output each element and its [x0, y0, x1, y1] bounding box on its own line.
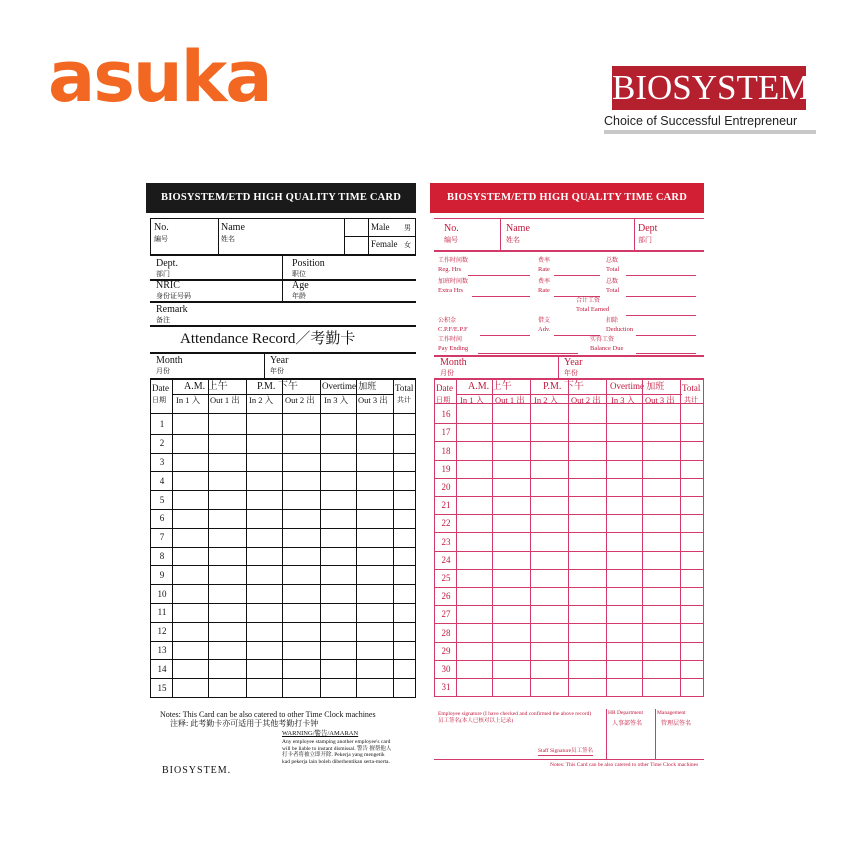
- notes-text-cn: 注释: 此考勤卡亦可适用于其他考勤打卡钟: [170, 719, 319, 728]
- grid-row-line: [150, 434, 416, 435]
- in2-header: In 2 入: [249, 395, 274, 405]
- biosystem-logo: [612, 66, 818, 110]
- rate2-cn: 费率: [538, 279, 551, 285]
- date-cell: 27: [441, 609, 451, 620]
- grid-column-line: [320, 378, 321, 697]
- date-cell: 30: [441, 663, 451, 674]
- extra-hrs-cn: 加班时间数: [438, 279, 469, 285]
- out3-header: Out 3 出: [358, 395, 388, 405]
- management-label-cn: 管理层签名: [661, 721, 692, 727]
- date-cell: 6: [159, 513, 165, 524]
- month-label-cn: 月份: [156, 367, 170, 375]
- remark-label: Remark: [156, 304, 188, 315]
- warning-text: Any employee stamping another employee's card will be liable to instant dismissal. 警告 擅帮他人打卡者将被立即开除. Pekerja yang mengetik kad pekerja lain boleh diberhentikan serta-merta.: [282, 739, 392, 765]
- date-cell: 8: [159, 551, 165, 561]
- biosystem-logo-text: BIOSYSTEM: [612, 68, 811, 107]
- grid-row-line: [434, 678, 704, 679]
- card-header: BIOSYSTEM/ETD HIGH QUALITY TIME CARD: [146, 183, 416, 213]
- age-label-cn: 年龄: [292, 292, 306, 300]
- date-cell: 9: [159, 569, 165, 580]
- grid-column-line: [415, 378, 416, 697]
- grid-row-line: [150, 622, 416, 623]
- deduction-label: Deduction: [606, 326, 634, 333]
- adv-label: Adv.: [538, 326, 551, 333]
- grid-row-line: [150, 528, 416, 529]
- dept-label-cn: 部门: [638, 236, 652, 244]
- extra-hrs-label: Extra Hrs: [438, 287, 464, 294]
- total-header-cn: 共计: [684, 396, 698, 404]
- grid-header-line: [150, 413, 416, 414]
- management-label: Management: [657, 710, 686, 716]
- date-cell: 10: [157, 588, 167, 599]
- position-label: Position: [292, 258, 325, 269]
- date-cell: 3: [159, 457, 165, 467]
- grid-column-line: [208, 378, 209, 697]
- grid-column-line: [642, 378, 643, 696]
- rate-cn: 费率: [538, 258, 551, 264]
- month-label: Month: [440, 357, 467, 368]
- nric-label: NRIC: [156, 280, 180, 291]
- dept-label: Dept: [638, 223, 658, 234]
- in3-header: In 3 入: [611, 395, 636, 405]
- grid-header-line: [434, 403, 704, 404]
- male-label-cn: 男: [404, 224, 411, 232]
- adv-cn: 借支: [538, 318, 551, 324]
- grid-row-line: [434, 696, 704, 697]
- grid-row-line: [434, 587, 704, 588]
- year-label-cn: 年份: [270, 367, 284, 375]
- grid-row-line: [434, 496, 704, 497]
- employee-signature-note-cn: 员工签名(本人已核对以上记录): [438, 718, 514, 724]
- no-label: No.: [444, 223, 459, 234]
- date-cell: 18: [441, 445, 451, 456]
- grid-row-line: [150, 565, 416, 566]
- date-cell: 29: [441, 645, 451, 656]
- rate2-label: Rate: [538, 287, 550, 294]
- grid-top-line: [434, 378, 704, 380]
- date-header-cn: 日期: [152, 396, 166, 404]
- total-header: Total: [682, 383, 701, 393]
- date-cell: 16: [441, 409, 451, 420]
- grid-row-line: [434, 642, 704, 643]
- date-cell: 12: [157, 626, 167, 637]
- date-cell: 4: [159, 475, 165, 486]
- name-label-cn: 姓名: [506, 236, 520, 244]
- grid-row-line: [434, 423, 704, 424]
- total2-cn: 总数: [606, 279, 619, 285]
- am-header: A.M. 上午: [468, 381, 512, 392]
- grid-column-line: [246, 378, 247, 697]
- total-earned-cn: 合计工资: [576, 298, 601, 304]
- date-cell: 14: [157, 663, 167, 674]
- warning-title: WARNING/警告/AMARAN: [282, 730, 359, 737]
- grid-row-line: [434, 532, 704, 533]
- year-label-cn: 年份: [564, 369, 578, 377]
- dept-label: Dept.: [156, 258, 178, 269]
- no-label: No.: [154, 222, 169, 233]
- grid-column-line: [606, 378, 607, 696]
- nric-label-cn: 身份证号码: [156, 292, 191, 300]
- out2-header: Out 2 出: [571, 395, 601, 405]
- grid-row-line: [434, 569, 704, 570]
- pay-ending-cn: 工作时间: [438, 337, 463, 343]
- grid-column-line: [530, 378, 531, 696]
- date-cell: 13: [157, 645, 167, 655]
- date-cell: 20: [441, 481, 451, 492]
- date-header: Date: [436, 383, 453, 393]
- cpf-label: C.P.F/E.P.F: [438, 326, 468, 333]
- grid-row-line: [150, 509, 416, 510]
- name-label: Name: [221, 222, 245, 233]
- asuka-logo: asuka: [48, 36, 271, 118]
- notes-text: Notes: This Card can be also catered to other Time Clock machines: [550, 762, 699, 768]
- date-cell: 19: [441, 463, 451, 474]
- total-label: Total: [606, 266, 620, 273]
- date-cell: 15: [157, 682, 167, 693]
- total-earned-label: Total Earned: [576, 306, 610, 313]
- out3-header: Out 3 出: [645, 395, 675, 405]
- grid-row-line: [150, 659, 416, 660]
- position-label-cn: 职位: [292, 270, 306, 278]
- hr-label-cn: 人事部签名: [612, 721, 643, 727]
- grid-column-line: [492, 378, 493, 696]
- date-header-cn: 日期: [436, 396, 450, 404]
- in1-header: In 1 入: [176, 395, 201, 405]
- registered-mark: ®: [810, 81, 818, 91]
- date-cell: 2: [159, 438, 165, 449]
- date-cell: 1: [159, 419, 165, 430]
- date-cell: 17: [441, 427, 451, 438]
- date-cell: 24: [441, 554, 451, 565]
- name-label: Name: [506, 223, 530, 234]
- dept-label-cn: 部门: [156, 270, 170, 278]
- grid-column-line: [356, 378, 357, 697]
- grid-column-line: [393, 378, 394, 697]
- balance-due-cn: 实得工资: [590, 337, 615, 343]
- name-label-cn: 姓名: [221, 235, 235, 243]
- no-label-cn: 编号: [444, 236, 458, 244]
- overtime-header: Overtime 加班: [610, 381, 665, 391]
- pm-header: P.M. 下午: [257, 381, 298, 392]
- deduction-cn: 扣除: [606, 318, 619, 324]
- total-header: Total: [395, 383, 414, 393]
- grid-row-line: [434, 551, 704, 552]
- grid-row-line: [434, 460, 704, 461]
- out1-header: Out 1 出: [495, 395, 525, 405]
- grid-row-line: [150, 678, 416, 679]
- cpf-cn: 公积金: [438, 318, 457, 324]
- total-header-cn: 共计: [397, 396, 411, 404]
- date-cell: 25: [441, 572, 451, 583]
- date-cell: 7: [159, 532, 165, 543]
- time-card-front: [146, 183, 416, 778]
- grid-row-line: [434, 623, 704, 624]
- grid-row-line: [150, 697, 416, 698]
- age-label: Age: [292, 280, 309, 291]
- rate-label: Rate: [538, 266, 550, 273]
- in3-header: In 3 入: [324, 395, 349, 405]
- grid-row-line: [150, 547, 416, 548]
- date-cell: 26: [441, 591, 451, 602]
- grid-row-line: [150, 453, 416, 454]
- date-cell: 28: [441, 627, 451, 638]
- grid-column-line: [680, 378, 681, 696]
- month-label: Month: [156, 355, 183, 366]
- year-label: Year: [270, 355, 289, 366]
- in2-header: In 2 入: [534, 395, 559, 405]
- reg-hrs-cn: 工作时间数: [438, 258, 469, 264]
- date-header: Date: [152, 383, 169, 393]
- grid-column-line: [568, 378, 569, 696]
- date-cell: 31: [441, 682, 451, 693]
- grid-row-line: [434, 514, 704, 515]
- grid-row-line: [150, 641, 416, 642]
- time-card-back: [430, 183, 704, 778]
- grid-column-line: [703, 378, 704, 696]
- pay-ending-label: Pay Ending: [438, 345, 469, 352]
- date-cell: 23: [441, 536, 451, 547]
- staff-signature-label: Staff Signature员工签名: [538, 748, 594, 754]
- card-footer-brand: BIOSYSTEM.: [162, 765, 232, 776]
- total-cn: 总数: [606, 258, 619, 264]
- total2-label: Total: [606, 287, 620, 294]
- grid-top-line: [150, 378, 416, 380]
- grid-row-line: [150, 471, 416, 472]
- hr-label: HR Department: [608, 710, 643, 716]
- month-label-cn: 月份: [440, 369, 454, 377]
- attendance-title: Attendance Record／考勤卡: [180, 331, 356, 347]
- grid-row-line: [150, 490, 416, 491]
- out1-header: Out 1 出: [210, 395, 240, 405]
- no-label-cn: 編号: [154, 235, 168, 243]
- reg-hrs-label: Reg. Hrs: [438, 266, 462, 273]
- notes-text: Notes: This Card can be also catered to other Time Clock machines: [160, 710, 376, 719]
- grid-row-line: [434, 478, 704, 479]
- female-label-cn: 女: [404, 241, 411, 249]
- remark-label-cn: 备注: [156, 316, 170, 324]
- pm-header: P.M. 下午: [543, 381, 584, 392]
- in1-header: In 1 入: [460, 395, 485, 405]
- male-label: Male: [371, 222, 390, 232]
- year-label: Year: [564, 357, 583, 368]
- date-cell: 5: [159, 494, 165, 505]
- biosystem-tagline: Choice of Successful Entrepreneur: [604, 114, 816, 134]
- grid-row-line: [150, 603, 416, 604]
- female-label: Female: [371, 239, 398, 249]
- grid-row-line: [434, 441, 704, 442]
- date-cell: 11: [157, 607, 167, 618]
- balance-due-label: Balance Due: [590, 345, 624, 352]
- date-cell: 21: [441, 500, 451, 511]
- card-header: BIOSYSTEM/ETD HIGH QUALITY TIME CARD: [430, 183, 704, 213]
- date-cell: 22: [441, 518, 451, 529]
- employee-signature-note: Employee signature (I have checked and confirmed the above record): [438, 711, 592, 717]
- am-header: A.M. 上午: [184, 381, 228, 392]
- grid-column-line: [282, 378, 283, 697]
- grid-row-line: [434, 660, 704, 661]
- grid-row-line: [434, 605, 704, 606]
- out2-header: Out 2 出: [285, 395, 315, 405]
- grid-row-line: [150, 584, 416, 585]
- overtime-header: Overtime 加班: [322, 381, 377, 391]
